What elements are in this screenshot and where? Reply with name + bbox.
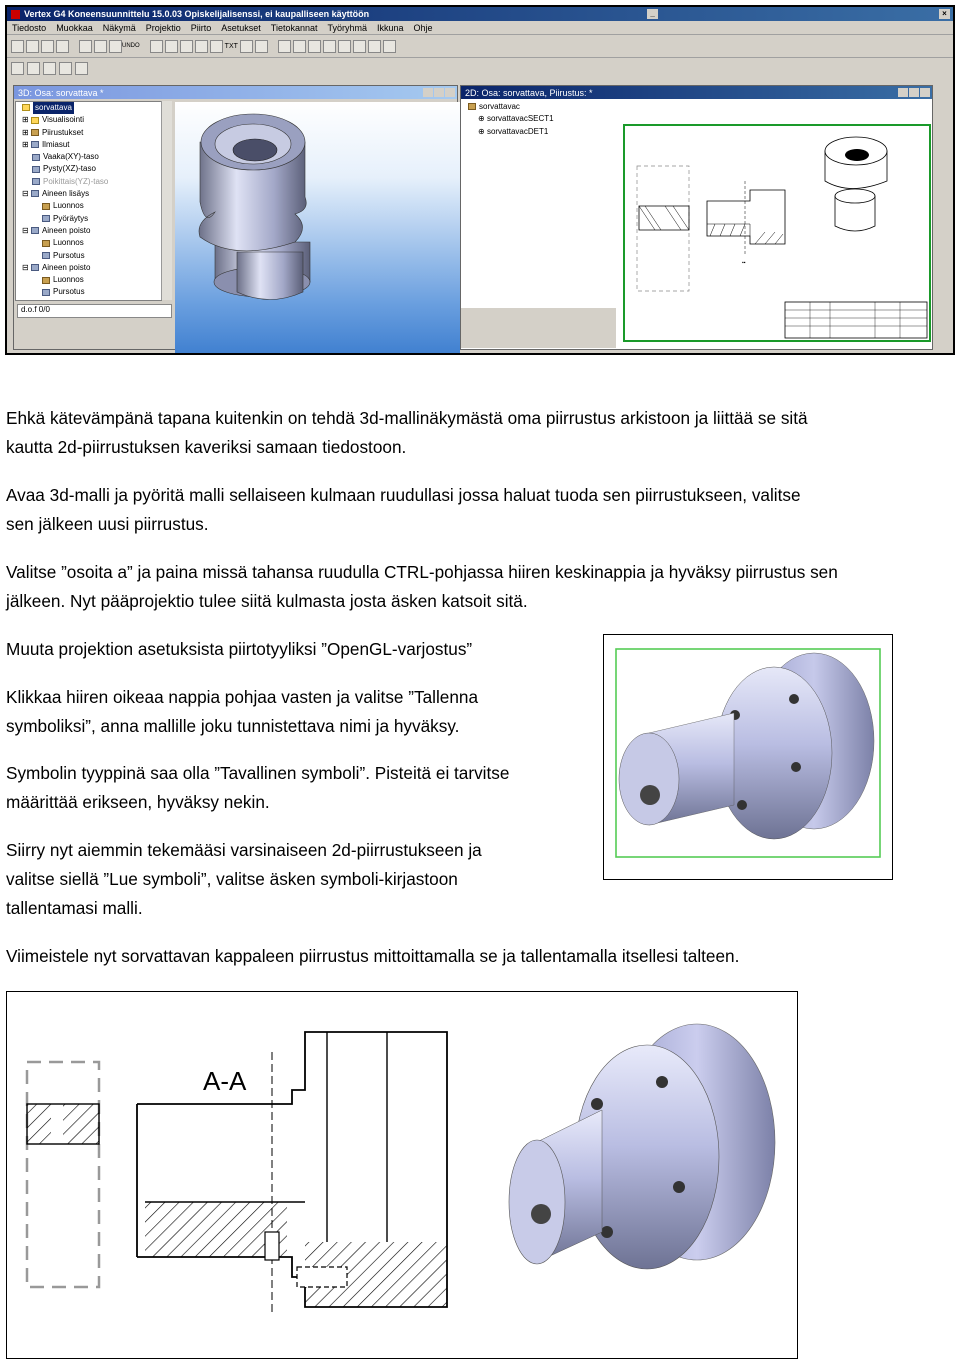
paragraph-line: Klikkaa hiiren oikeaa nappia pohjaa vasten ja valitse ”Tallenna	[6, 687, 479, 707]
menu-asetukset[interactable]: Asetukset	[221, 22, 261, 33]
paragraph-line: Valitse ”osoita a” ja paina missä tahansa ruudulla CTRL-pohjassa hiiren keskinappia ja hyväksy piirrustus sen	[6, 562, 838, 582]
menu-nakyma[interactable]: Näkymä	[102, 22, 136, 33]
toolbar-separator	[142, 40, 148, 53]
tree-item-label: Vaaka(XY)-taso	[43, 152, 99, 162]
app-title-bar	[7, 7, 953, 21]
part-icon	[22, 104, 30, 111]
paragraph-line: kautta 2d-piirrustuksen kaveriksi samaan tiedostoon.	[6, 437, 407, 457]
close-icon[interactable]	[920, 88, 930, 97]
zoom-window-icon[interactable]	[43, 62, 56, 75]
window-controls	[423, 88, 455, 97]
paragraph-line: Siirry nyt aiemmin tekemääsi varsinaiseen 2d-piirrustukseen ja	[6, 840, 482, 860]
revolve-icon	[42, 215, 50, 222]
window-3d-title-bar	[14, 86, 457, 99]
table-icon[interactable]	[240, 40, 253, 53]
close-icon[interactable]: ×	[939, 9, 950, 19]
copy-view-icon[interactable]	[75, 62, 88, 75]
secondary-toolbar	[7, 58, 953, 78]
tree-item[interactable]: ⊟ Aineen poisto	[22, 262, 91, 272]
tree-item-label: Pysty(XZ)-taso	[43, 164, 96, 174]
tree-footer	[461, 308, 616, 348]
turned-part-3d-render	[175, 102, 460, 354]
vertex-logo-icon	[11, 10, 20, 19]
section-label: A-A	[203, 1066, 247, 1096]
menu-projektio[interactable]: Projektio	[145, 22, 181, 33]
layer-icon[interactable]	[308, 40, 321, 53]
snap-icon[interactable]	[278, 40, 291, 53]
tree-item-label: Poikittais(YZ)-taso	[43, 176, 109, 186]
paragraph-line: Viimeistele nyt sorvattavan kappaleen piirrustus mittoittamalla se ja tallentamalla itsellesi talteen.	[6, 946, 740, 966]
grid-icon[interactable]	[338, 40, 351, 53]
shaded-part-render	[604, 635, 891, 878]
final-drawing-image	[6, 991, 798, 1359]
window-2d	[460, 85, 933, 350]
tree-item[interactable]	[16, 286, 161, 298]
tree-item-label: Visualisointi	[41, 115, 85, 125]
dimension-icon[interactable]	[210, 40, 223, 53]
appearance-icon	[31, 141, 39, 148]
undo-icon[interactable]	[109, 40, 122, 53]
hatch-icon[interactable]	[195, 40, 208, 53]
tree-item[interactable]: ⊕ sorvattavacDET1	[478, 126, 549, 136]
tree-item[interactable]	[464, 101, 614, 113]
select-icon[interactable]	[150, 40, 163, 53]
window-controls	[898, 88, 930, 97]
plane-icon	[32, 166, 40, 173]
vertex-app-screenshot	[5, 5, 955, 355]
shaded-symbol-image	[603, 634, 893, 880]
paragraph-line: Muuta projektion asetuksista piirtotyyliksi ”OpenGL-varjostus”	[6, 639, 473, 659]
tree-item[interactable]	[16, 274, 161, 286]
zoom-all-icon[interactable]	[59, 62, 72, 75]
plane-icon	[32, 154, 40, 161]
tree-item[interactable]	[16, 151, 161, 163]
feature-icon	[31, 264, 39, 271]
paragraph-6	[6, 759, 509, 817]
paragraph-line: valitse siellä ”Lue symboli”, valitse äsken symboli-kirjastoon	[6, 869, 458, 889]
paragraph-line: tallentamasi malli.	[6, 898, 143, 918]
tree-item[interactable]	[16, 213, 161, 225]
tree-item[interactable]: ⊞ Piirustukset	[22, 127, 84, 137]
minimize-icon[interactable]: _	[647, 9, 658, 19]
print-icon[interactable]	[56, 40, 69, 53]
paragraph-line: Symbolin tyyppinä saa olla ”Tavallinen symboli”. Pisteitä ei tarvitse	[6, 763, 510, 783]
pointer-icon[interactable]	[11, 62, 24, 75]
minimize-icon[interactable]	[898, 88, 908, 97]
menu-tietokannat[interactable]: Tietokannat	[270, 22, 318, 33]
tree-item-label: Pursotus	[53, 287, 85, 297]
zoom-icon[interactable]	[368, 40, 381, 53]
main-toolbar	[7, 35, 953, 58]
paragraph-line: Avaa 3d-malli ja pyöritä malli sellaiseen kulmaan ruudullasi jossa haluat tuoda sen piirrustukseen, valitse	[6, 485, 801, 505]
tree-item-label: sorvattavacDET1	[486, 126, 549, 136]
light-icon	[31, 117, 39, 124]
line-icon[interactable]	[165, 40, 178, 53]
tree-item-label: Aineen poisto	[41, 225, 91, 235]
menu-ikkuna[interactable]: Ikkuna	[377, 22, 404, 33]
toolbar-separator	[270, 40, 276, 53]
sketch-icon	[42, 203, 50, 210]
sketch-icon	[42, 240, 50, 247]
tree-item-label: Luonnos	[53, 201, 84, 211]
text-tool-label[interactable]: TXT	[224, 42, 238, 50]
window-icon[interactable]	[353, 40, 366, 53]
calculator-icon[interactable]	[383, 40, 396, 53]
tree-item-label: Aineen poisto	[41, 262, 91, 272]
tree-item-label: sorvattava	[33, 102, 74, 114]
maximize-icon[interactable]	[909, 88, 919, 97]
maximize-icon[interactable]	[434, 88, 444, 97]
paragraph-4	[6, 635, 472, 664]
drawing-tree	[464, 101, 614, 141]
tree-item-label: sorvattavacSECT1	[486, 114, 554, 124]
paragraph-line: Ehkä kätevämpänä tapana kuitenkin on tehdä 3d-mallinäkymästä oma piirrustus arkistoon ja liittää se sitä	[6, 408, 808, 428]
tree-item-label: Luonnos	[53, 238, 84, 248]
paragraph-7	[6, 836, 482, 923]
paragraph-3	[6, 558, 838, 616]
extrude-icon	[42, 252, 50, 259]
menu-piirto[interactable]: Piirto	[190, 22, 212, 33]
tree-item[interactable]	[16, 200, 161, 212]
tree-item-label: Ilmiasut	[41, 139, 70, 149]
tree-item[interactable]: ⊞ Visualisointi	[22, 115, 85, 125]
cut-icon[interactable]	[79, 40, 92, 53]
color-icon[interactable]	[293, 40, 306, 53]
pen-icon[interactable]	[323, 40, 336, 53]
save-icon[interactable]	[41, 40, 54, 53]
tree-item-label: Piirustukset	[41, 127, 84, 137]
drawing-views	[625, 126, 929, 340]
window-3d-title: 3D: Osa: sorvattava *	[18, 87, 104, 98]
menu-ohje[interactable]: Ohje	[413, 22, 433, 33]
plane-icon	[32, 178, 40, 185]
feature-icon	[31, 227, 39, 234]
paragraph-line: jälkeen. Nyt pääprojektio tulee siitä kulmasta josta äsken katsoit sitä.	[6, 591, 528, 611]
paragraph-line: symboliksi”, anna mallille joku tunnistettava nimi ja hyväksy.	[6, 716, 460, 736]
menu-tiedosto[interactable]: Tiedosto	[12, 22, 47, 33]
new-file-icon[interactable]	[11, 40, 24, 53]
feature-tree	[15, 101, 162, 301]
menu-bar	[7, 21, 953, 35]
paragraph-line: sen jälkeen uusi piirrustus.	[6, 514, 209, 534]
toolbar-separator	[71, 40, 77, 53]
minimize-icon[interactable]	[423, 88, 433, 97]
dof-status: d.o.f 0/0	[17, 304, 172, 318]
tree-item-label: Pursotus	[53, 250, 85, 260]
copy-icon[interactable]	[94, 40, 107, 53]
drawing-icon	[31, 129, 39, 136]
tree-item[interactable]	[16, 163, 161, 175]
tree-item-label: sorvattavac	[479, 102, 520, 111]
tree-item[interactable]	[16, 176, 161, 188]
feature-icon	[31, 190, 39, 197]
measure-icon[interactable]	[255, 40, 268, 53]
tree-item-label: Aineen lisäys	[41, 189, 90, 199]
menu-muokkaa[interactable]: Muokkaa	[56, 22, 93, 33]
sketch-icon	[42, 277, 50, 284]
arc-icon[interactable]	[180, 40, 193, 53]
paragraph-1	[6, 404, 808, 462]
window-2d-title-bar	[461, 86, 932, 99]
paragraph-8	[6, 942, 739, 971]
tree-item[interactable]: ⊟ Aineen poisto	[22, 225, 91, 235]
extrude-icon	[42, 289, 50, 296]
drawing-icon	[468, 103, 476, 110]
tree-item[interactable]	[16, 237, 161, 249]
tree-item[interactable]	[16, 102, 161, 114]
drawing-sheet[interactable]	[623, 124, 931, 342]
menu-tyoryhma[interactable]: Työryhmä	[327, 22, 368, 33]
tree-scrollbar[interactable]	[161, 101, 172, 300]
viewport-3d[interactable]	[175, 102, 460, 354]
tree-item-label: Luonnos	[53, 275, 84, 285]
window-2d-title: 2D: Osa: sorvattava, Piirustus: *	[465, 87, 593, 98]
tree-item[interactable]	[16, 250, 161, 262]
tree-item[interactable]: ⊟ Aineen lisäys	[22, 189, 90, 199]
tree-item-label: Pyöräytys	[53, 213, 89, 223]
paragraph-line: määrittää erikseen, hyväksy nekin.	[6, 792, 270, 812]
svg-text:▪▪: ▪▪	[742, 260, 746, 266]
paragraph-5	[6, 683, 478, 741]
undo-label: UNDO	[122, 43, 140, 49]
paragraph-2	[6, 481, 801, 539]
tree-item[interactable]: ⊕ sorvattavacSECT1	[478, 114, 554, 124]
close-icon[interactable]	[445, 88, 455, 97]
app-title: Vertex G4 Koneensuunnittelu 15.0.03 Opiskelijalisenssi, ei kaupalliseen käyttöön	[24, 9, 370, 19]
open-folder-icon[interactable]	[26, 40, 39, 53]
final-drawing	[7, 992, 796, 1357]
filter-icon[interactable]	[27, 62, 40, 75]
tree-item[interactable]: ⊞ Ilmiasut	[22, 139, 70, 149]
